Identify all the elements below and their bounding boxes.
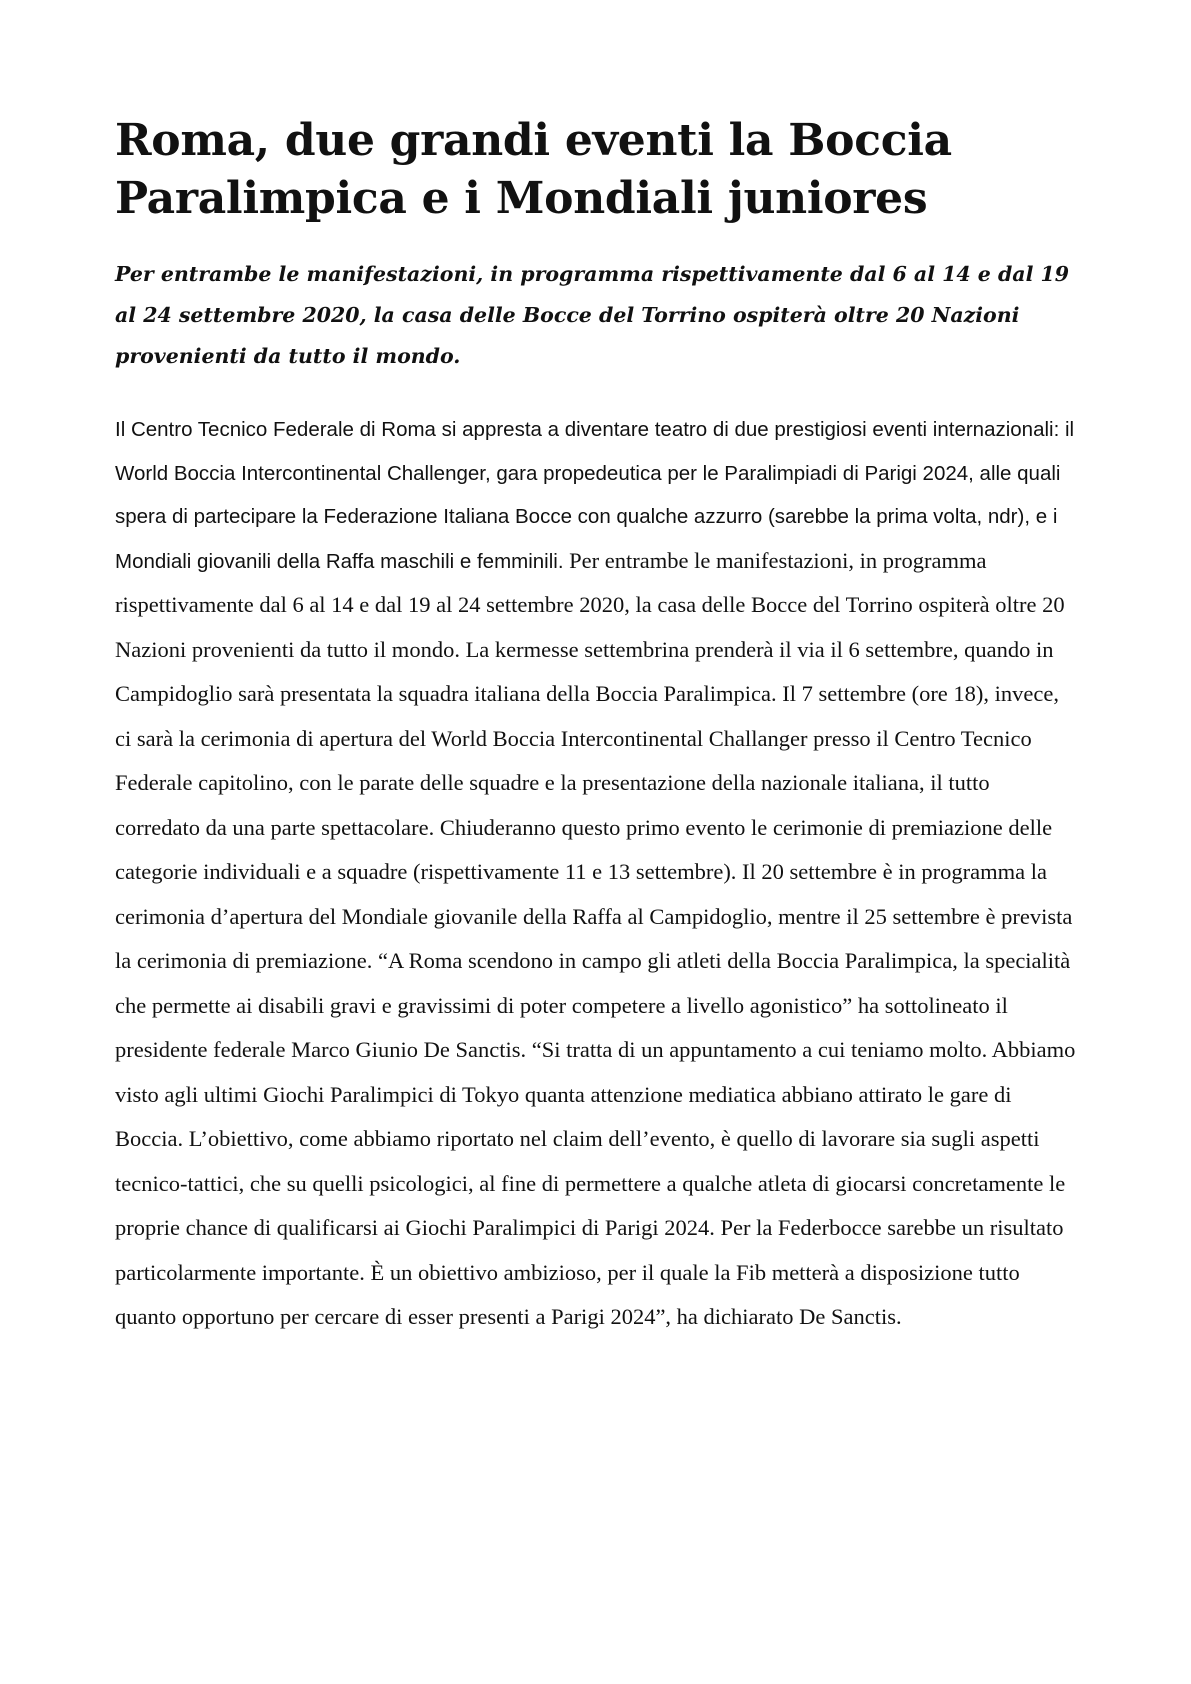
article-headline: Roma, due grandi eventi la Boccia Paralimpica e i Mondiali juniores <box>115 115 952 224</box>
article <box>115 112 1080 1340</box>
article-body <box>115 408 1080 1340</box>
article-body-main: Per entrambe le manifestazioni, in programma rispettivamente dal 6 al 14 e dal 19 al 24 settembre 2020, la casa delle Bocce del Torrino ospiterà oltre 20 Nazioni provenienti da tutto il mondo. La kermesse settembrina prenderà il via il 6 settembre, quando in Campidoglio sarà presentata la squadra italiana della Boccia Paralimpica. Il 7 settembre (ore 18), invece, ci sarà la cerimonia di apertura del World Boccia Intercontinental Challanger presso il Centro Tecnico Federale capitolino, con le parate delle squadre e la presentazione della nazionale italiana, il tutto corredato da una parte spettacolare. Chiuderanno questo primo evento le cerimonie di premiazione delle categorie individuali e a squadre (rispettivamente 11 e 13 settembre). Il 20 settembre è in programma la cerimonia d’apertura del Mondiale giovanile della Raffa al Campidoglio, mentre il 25 settembre è prevista la cerimonia di premiazione. “A Roma scendono in campo gli atleti della Boccia Paralimpica, la specialità che permette ai disabili gravi e gravissimi di poter competere a livello agonistico” ha sottolineato il presidente federale Marco Giunio De Sanctis. “Si tratta di un appuntamento a cui teniamo molto. Abbiamo visto agli ultimi Giochi Paralimpici di Tokyo quanta attenzione mediatica abbiano attirato le gare di Boccia. L’obiettivo, come abbiamo riportato nel claim dell’evento, è quello di lavorare sia sugli aspetti tecnico-tattici, che su quelli psicologici, al fine di permettere a qualche atleta di giocarsi concretamente le proprie chance di qualificarsi ai Giochi Paralimpici di Parigi 2024. Per la Federbocce sarebbe un risultato particolarmente importante. È un obiettivo ambizioso, per il quale la Fib metterà a disposizione tutto quanto opportuno per cercare di esser presenti a Parigi 2024”, ha dichiarato De Sanctis. <box>115 547 1076 1329</box>
article-dek: Per entrambe le manifestazioni, in programma rispettivamente dal 6 al 14 e dal 19 al 24 settembre 2020, la casa delle Bocce del Torrino ospiterà oltre 20 Nazioni provenienti da tutto il mondo. <box>115 262 1070 368</box>
article-body-intro: Il Centro Tecnico Federale di Roma si appresta a diventare teatro di due prestigiosi eventi internazionali: il World Boccia Intercontinental Challenger, gara propedeutica per le Paralimpiadi di Parigi 2024, alle quali spera di partecipare la Federazione Italiana Bocce con qualche azzurro (sarebbe la prima volta, ndr), e i Mondiali giovanili della Raffa maschili e femminili. <box>115 418 1075 573</box>
